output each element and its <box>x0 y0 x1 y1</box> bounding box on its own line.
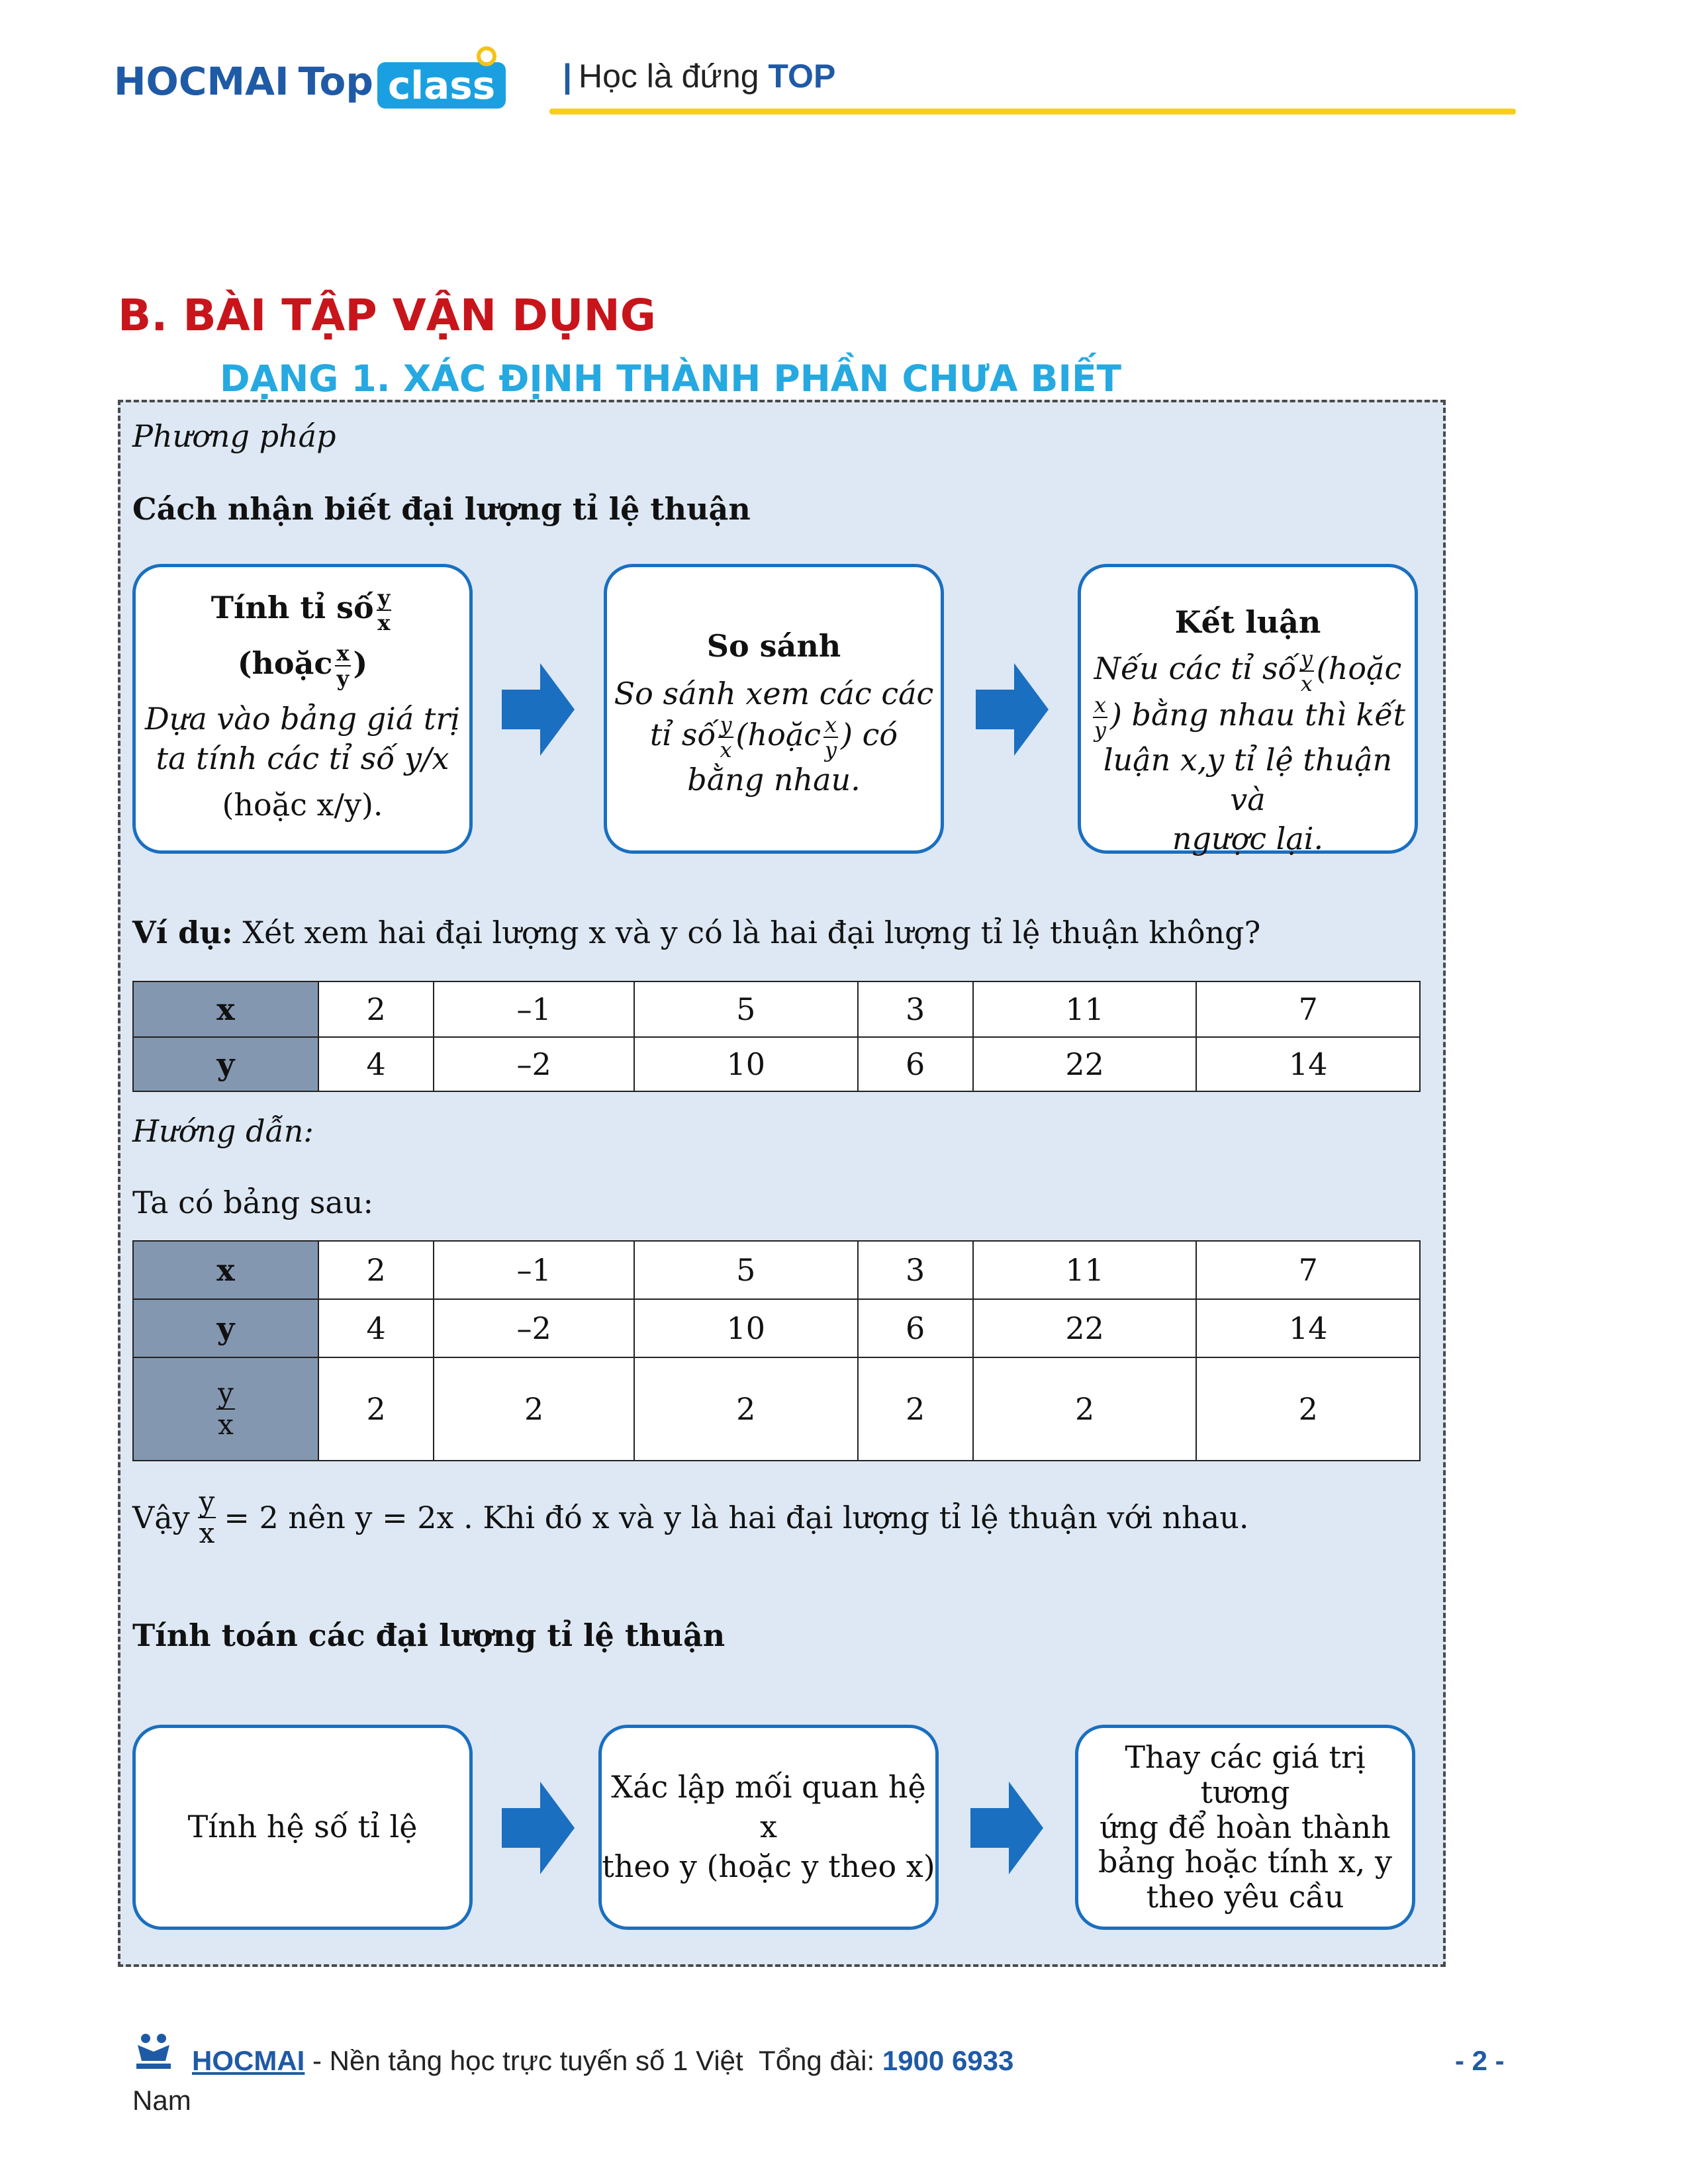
table-head-y: y <box>133 1037 318 1091</box>
guide-intro: Ta có bảng sau: <box>132 1185 373 1220</box>
subsection-title: DẠNG 1. XÁC ĐỊNH THÀNH PHẦN CHƯA BIẾT <box>220 357 1122 400</box>
box3-title: Kết luận <box>1174 604 1321 640</box>
conclusion-prefix: Vậy <box>132 1500 190 1535</box>
table-head-ratio <box>133 1357 318 1461</box>
right-arrow-icon <box>976 663 1049 756</box>
header-divider-line <box>549 109 1516 114</box>
table-head-x: x <box>133 981 318 1037</box>
box2-line1: So sánh xem các các <box>614 675 934 711</box>
right-arrow-icon <box>502 663 575 756</box>
footer-hotline-label: Tổng đài: <box>759 2045 875 2076</box>
footer-tagline: - Nền tảng học trực tuyến số 1 Việt <box>312 2045 743 2076</box>
calc-box3-line4: theo yêu cầu <box>1146 1879 1344 1915</box>
footer-text <box>192 2045 1013 2077</box>
box3-line2: $\frac{x}{y}$ ) bằng nhau thì kết <box>1094 692 1406 743</box>
box2-line3: bằng nhau. <box>687 761 861 797</box>
table-cell: 7 <box>1196 1241 1420 1299</box>
box2-frac-x-over-y: $\frac{x}{y}$ <box>825 711 837 762</box>
table-cell: 4 <box>318 1299 434 1357</box>
table-cell: –1 <box>434 1241 634 1299</box>
table-cell: 4 <box>318 1037 434 1091</box>
conclusion-frac: $\frac{y}{x}$ <box>199 1485 215 1549</box>
solution-table <box>132 1240 1421 1461</box>
method-label: Phương pháp <box>132 418 336 454</box>
table-cell: 2 <box>1196 1357 1420 1461</box>
logo-class-text: class <box>377 62 506 109</box>
conclusion-text: = 2 nên y = 2x . Khi đó x và y là hai đại lượng tỉ lệ thuận với nhau. <box>224 1500 1249 1535</box>
step-box-compare <box>604 564 944 854</box>
table-cell: 14 <box>1196 1299 1420 1357</box>
hocmai-topclass-logo <box>114 58 506 108</box>
table-head-x: x <box>133 1241 318 1299</box>
box3-line4: ngược lại. <box>1172 821 1324 857</box>
slogan-divider: | <box>563 58 572 95</box>
table-row <box>133 1357 1420 1461</box>
table-cell: 11 <box>973 1241 1197 1299</box>
footer-nam: Nam <box>132 2085 191 2116</box>
table-cell: 14 <box>1196 1037 1420 1091</box>
footer-brand-link[interactable]: HOCMAI <box>192 2045 305 2076</box>
box1-frac-y-over-x: $\frac{y}{x}$ <box>377 585 391 635</box>
table-cell: 2 <box>318 1241 434 1299</box>
calc-box-substitute <box>1075 1725 1415 1930</box>
table-cell: 10 <box>634 1037 858 1091</box>
box3-frac-x-over-y: $\frac{x}{y}$ <box>1094 692 1106 743</box>
table-cell: –1 <box>434 981 634 1037</box>
example-question-text: Xét xem hai đại lượng x và y có là hai đại lượng tỉ lệ thuận không? <box>242 915 1261 950</box>
table-cell: 10 <box>634 1299 858 1357</box>
example-question <box>132 915 1260 950</box>
logo-top-text: Top <box>298 59 373 104</box>
table-cell: 11 <box>973 981 1197 1037</box>
table-cell: 2 <box>318 1357 434 1461</box>
box3-frac-y-over-x: $\frac{y}{x}$ <box>1300 645 1313 696</box>
calc-box1-text: Tính hệ số tỉ lệ <box>187 1809 418 1845</box>
calc-box3-line2: ứng để hoàn thành <box>1100 1809 1391 1845</box>
right-arrow-icon <box>970 1782 1043 1874</box>
table-cell: 7 <box>1196 981 1420 1037</box>
box1-desc-line3: (hoặc x/y). <box>222 786 383 823</box>
table-cell: –2 <box>434 1037 634 1091</box>
box2-frac-y-over-x: $\frac{y}{x}$ <box>720 711 732 762</box>
example-label: Ví dụ: <box>132 915 233 950</box>
footer-hotline: 1900 6933 <box>882 2045 1014 2076</box>
hocmai-footer-icon <box>132 2032 175 2071</box>
table-cell: 2 <box>318 981 434 1037</box>
table-cell: 6 <box>858 1299 973 1357</box>
box1-desc-line1: Dựa vào bảng giá trị <box>144 701 461 737</box>
calc-box-coefficient <box>132 1725 473 1930</box>
table-row <box>133 1299 1420 1357</box>
box2-line2: tỉ số $\frac{y}{x}$ (hoặc $\frac{x}{y}$ ) có <box>649 711 898 762</box>
table-head-y: y <box>133 1299 318 1357</box>
table-cell: 2 <box>434 1357 634 1461</box>
example-table <box>132 981 1421 1092</box>
section-title: B. BÀI TẬP VẬN DỤNG <box>118 290 656 341</box>
calc-heading: Tính toán các đại lượng tỉ lệ thuận <box>132 1617 726 1653</box>
table-cell: 5 <box>634 1241 858 1299</box>
ratio-frac: $\frac{y}{x}$ <box>218 1377 234 1441</box>
table-cell: 5 <box>634 981 858 1037</box>
recognition-heading: Cách nhận biết đại lượng tỉ lệ thuận <box>132 491 751 527</box>
box1-title: Tính tỉ số $\frac{y}{x}$ <box>211 585 391 635</box>
box1-frac-x-over-y: $\frac{x}{y}$ <box>336 641 350 691</box>
table-row <box>133 981 1420 1037</box>
box3-line1: Nếu các tỉ số $\frac{y}{x}$ (hoặc <box>1094 645 1402 696</box>
table-row <box>133 1241 1420 1299</box>
conclusion-line <box>132 1485 1249 1549</box>
box3-line3: luận x,y tỉ lệ thuận và <box>1103 741 1393 817</box>
step-box-compute-ratio <box>132 564 473 854</box>
logo-sun-icon <box>477 46 496 66</box>
box1-desc-line2: ta tính các tỉ số y/x <box>156 740 449 776</box>
table-cell: 22 <box>973 1037 1197 1091</box>
table-cell: 3 <box>858 981 973 1037</box>
page-number: - 2 - <box>1455 2045 1505 2076</box>
calc-box2-line2: theo y (hoặc y theo x) <box>602 1848 935 1884</box>
right-arrow-icon <box>502 1782 575 1874</box>
calc-box2-line1: Xác lập mối quan hệ x <box>611 1769 926 1845</box>
table-cell: 2 <box>973 1357 1197 1461</box>
box1-alt: (hoặc $\frac{x}{y}$ ) <box>237 641 368 691</box>
calc-box3-line3: bảng hoặc tính x, y <box>1098 1844 1392 1880</box>
table-cell: 2 <box>634 1357 858 1461</box>
calc-box-relation <box>598 1725 939 1930</box>
table-row <box>133 1037 1420 1091</box>
header-slogan <box>563 57 835 95</box>
guide-label: Hướng dẫn: <box>132 1113 314 1149</box>
slogan-top: TOP <box>768 58 836 95</box>
box2-title: So sánh <box>706 628 841 664</box>
table-cell: 6 <box>858 1037 973 1091</box>
calc-box3-line1: Thay các giá trị tương <box>1125 1739 1366 1810</box>
table-cell: 22 <box>973 1299 1197 1357</box>
table-cell: 3 <box>858 1241 973 1299</box>
step-box-conclusion <box>1078 564 1418 857</box>
table-cell: 2 <box>858 1357 973 1461</box>
slogan-text: Học là đứng <box>579 58 759 95</box>
logo-hocmai-text: HOCMAI <box>114 59 289 104</box>
table-cell: –2 <box>434 1299 634 1357</box>
